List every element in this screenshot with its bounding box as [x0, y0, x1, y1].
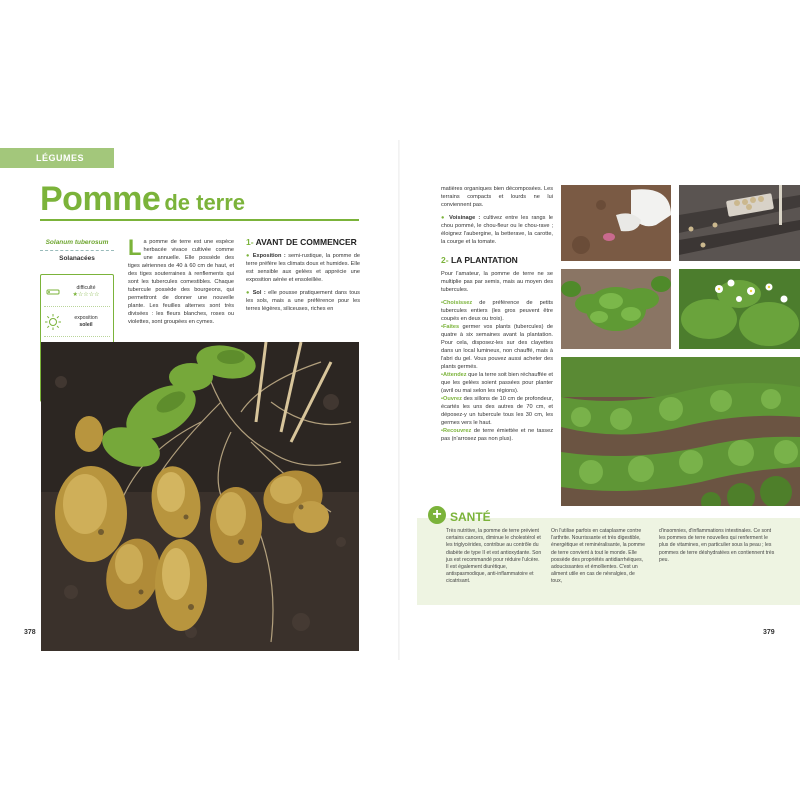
star-empty-icon: ☆ [77, 292, 84, 299]
title-rule [40, 219, 359, 221]
flowering-plant-photo [679, 269, 800, 349]
sol-paragraph [246, 289, 360, 313]
step-text: de préférence de petits tubercules entiers (les gros peuvent être coupés en deux ou trois). [441, 300, 553, 322]
plantation-step [441, 395, 553, 427]
plantation-steps [441, 299, 553, 443]
health-column-2: On l'utilise parfois en cataplasme contre l'arthrite. Nourrissante et très digestible, énergétique et reminéralisante, la pomme de terre convient à tout le monde. Elle possède des propriétés antidiarrhéiques, adoucissantes et émollientes. C'est un aliment utile en cas de névralgies, de toux, [551, 528, 646, 585]
step-label: Attendez [442, 372, 467, 378]
bullet-icon: ● [246, 253, 251, 259]
section-title: LA PLANTATION [450, 255, 518, 265]
exposition-paragraph [246, 252, 360, 284]
plantation-step [441, 371, 553, 395]
step-text: que la terre soit bien réchauffée et que les gelées soient passées pour planter (avril ou mai selon les régions). [441, 372, 553, 394]
divider [40, 250, 114, 251]
health-title: SANTÉ [450, 510, 491, 524]
plus-icon: + [428, 506, 446, 524]
young-plant-photo [561, 269, 671, 349]
before-start-column [246, 238, 360, 318]
difficulty-label: difficulté [76, 284, 96, 291]
step-label: Ouvrez [442, 396, 462, 402]
step-label: Faites [442, 324, 460, 330]
continued-paragraph: matières organiques bien décomposées. Les terrains compacts et lourds ne lui conviennent pas. [441, 186, 553, 208]
star-empty-icon: ☆ [94, 292, 100, 299]
info-row-exposition [44, 307, 110, 337]
step-bullet: • [441, 396, 443, 402]
intro-paragraph [128, 235, 234, 326]
step-bullet: • [441, 300, 443, 306]
exposition-heading: Exposition : [252, 253, 286, 259]
plantation-step [441, 299, 553, 323]
step-label: Recouvrez [442, 428, 472, 434]
drop-cap: L [128, 235, 142, 260]
voisinage-text: cultivez entre les rangs le chou pommé, le chou-fleur ou le chou-rave ; éloignez l'aubergine, la betterave, la carotte, la courge et la tomate. [441, 215, 553, 245]
intro-text: a pomme de terre est une espèce herbacée vivace cultivée comme une annuelle. Elle possède des tiges aériennes de 40 à 60 cm de haut, et des tiges souterraines à renflements qui sont les tubercules comestibles. Chaque tubercule possède des bourgeons, qui permettront de donner une nouvelle plante. Les feuilles alternes sont très divisées : les fleurs blanches, roses ou violettes, sont groupées en cymes. [128, 239, 234, 325]
exposition-text: semi-rustique, la pomme de terre préfère les climats doux et humides. Elle est sensible aux gelées et apprécie une exposition aérée et ensoleillée. [246, 253, 360, 283]
exposition-label: exposition [74, 315, 98, 321]
bullet-icon: ● [441, 215, 446, 221]
info-text-difficulty [62, 285, 110, 299]
star-empty-icon: ☆ [83, 292, 89, 299]
difficulty-stars [62, 292, 110, 298]
plantation-intro: Pour l'amateur, la pomme de terre ne se multiplie pas par semis, mais au moyen des tubercules. [441, 271, 553, 293]
title-main: Pomme [40, 180, 161, 218]
right-text-column [441, 185, 553, 443]
title-sub: de terre [164, 190, 246, 215]
info-row-difficulty [44, 277, 110, 307]
voisinage-heading: Voisinage : [449, 215, 481, 221]
latin-name: Solanum tuberosum [45, 239, 109, 246]
section-number: 1- [246, 237, 254, 247]
sol-heading: Sol : [252, 290, 266, 296]
health-column-3: d'insomnies, d'inflammations intestinales. Ce sont les pommes de terre nouvelles qui renferment le plus de vitamines, en particulier sous la peau ; les pommes de terre déshydratées en contiennent très peu. [659, 528, 775, 563]
step-bullet: • [441, 372, 443, 378]
sun-icon [44, 313, 62, 331]
star-filled-icon: ★ [72, 292, 78, 299]
section-heading-1 [246, 238, 360, 246]
health-column-1: Très nutritive, la pomme de terre prévient certains cancers, diminue le cholestérol et les triglycérides, contribue au contrôle du diabète de type II et est antioxydante. Son jus est recommandé pour réduire l'ulcère. Il est également diurétique, antispasmodique, anti-inflammatoire et cicatrisant. [446, 528, 542, 585]
trench-planting-photo [679, 185, 800, 261]
section-tab: LÉGUMES [0, 148, 114, 168]
star-empty-icon: ☆ [88, 292, 95, 299]
sol-text: elle pousse pratiquement dans tous les sols, mais a une préférence pour les terres légères, siliceuses, riches en [246, 290, 360, 312]
step-text: de terre émiettée et ne tassez pas (n'arrosez pas non plus). [441, 428, 553, 442]
potato-tubers-photo [41, 342, 359, 651]
page-title [40, 180, 245, 219]
section-number: 2- [441, 255, 449, 265]
bullet-icon: ● [246, 290, 251, 296]
page-number-right: 379 [763, 629, 775, 636]
step-text: des sillons de 10 cm de profondeur, écartés les uns des autres de 70 cm, et déposez-y un tubercule tous les 30 cm, les germes vers le haut. [441, 396, 554, 426]
step-label: Choisissez [442, 300, 473, 306]
step-bullet: • [441, 324, 443, 330]
section-heading-2 [441, 256, 553, 264]
voisinage-paragraph [441, 214, 553, 246]
plantation-step [441, 427, 553, 443]
page-number-left: 378 [24, 629, 36, 636]
plantation-step [441, 323, 553, 371]
planting-hand-photo [561, 185, 671, 261]
step-bullet: • [441, 428, 443, 434]
potato-field-photo [561, 357, 800, 506]
section-title: AVANT DE COMMENCER [255, 237, 357, 247]
info-text-exposition [62, 315, 110, 328]
exposition-value: soleil [79, 321, 93, 328]
difficulty-icon [44, 283, 62, 301]
plant-family: Solanacées [59, 255, 95, 262]
step-text: germer vos plants (tubercules) de quatre à six semaines avant la plantation. Pour cela, disposez-les sur des clayettes dans un local lumineux, non chauffé, mais à l'abri du gel. Vous pouvez aussi acheter des plants germés. [441, 324, 553, 370]
